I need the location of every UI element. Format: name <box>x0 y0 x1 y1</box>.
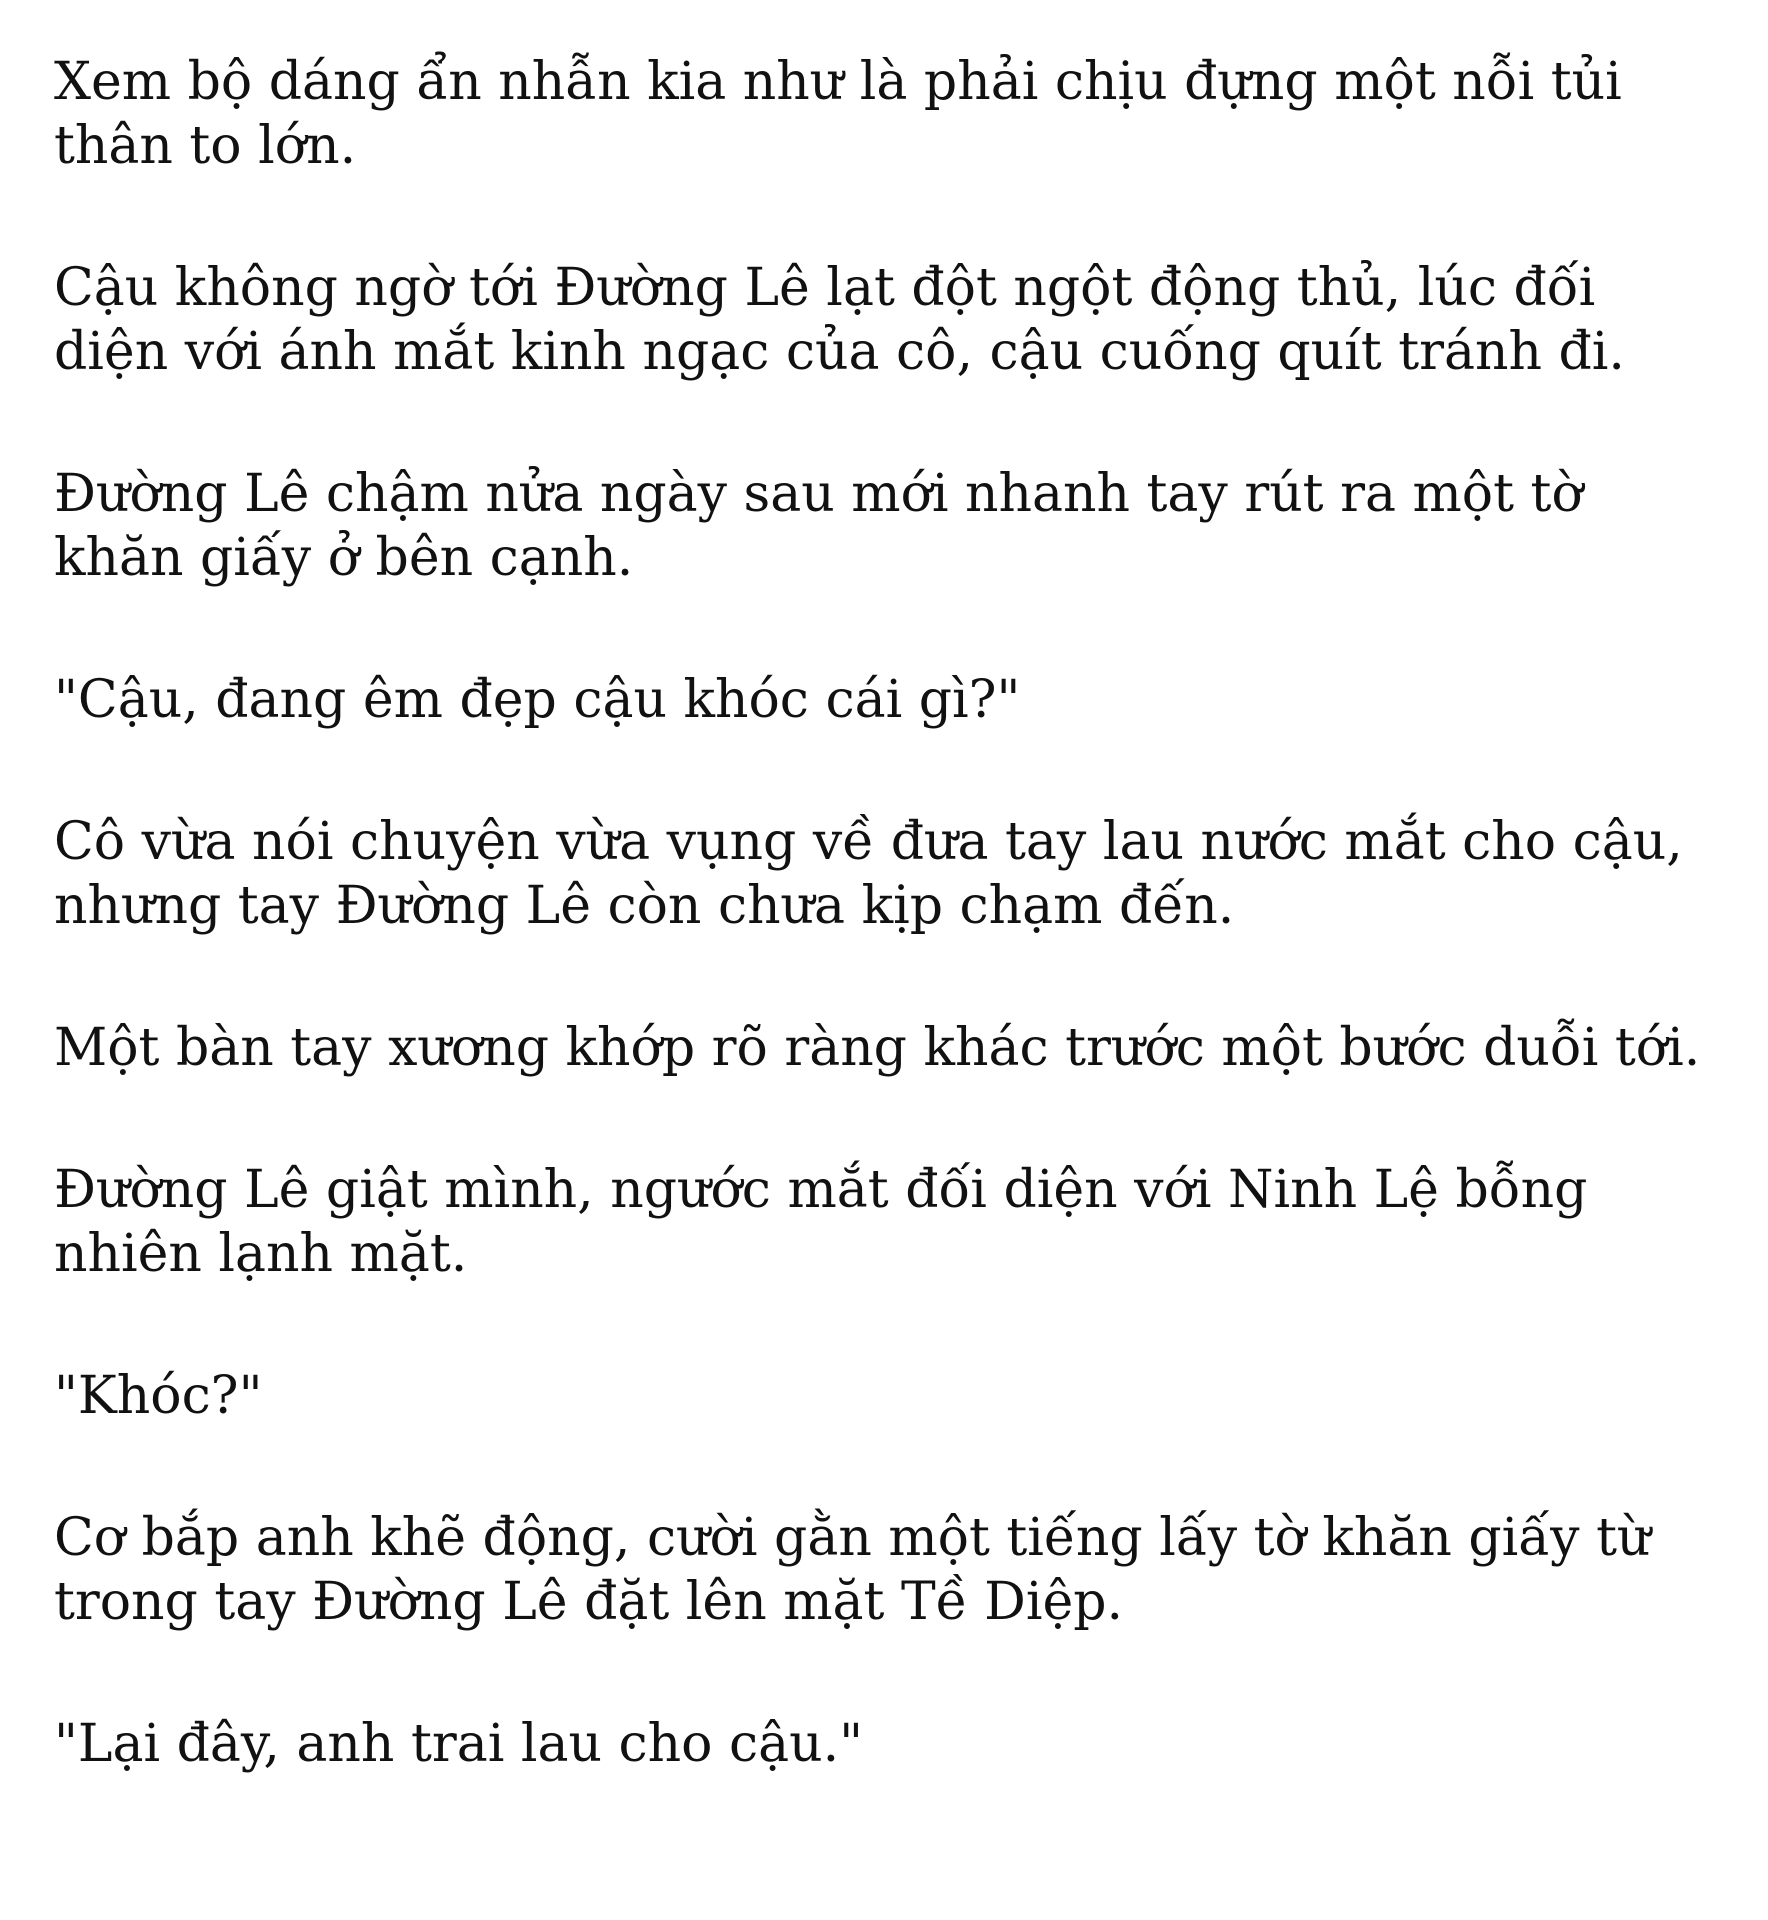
paragraph-6: Một bàn tay xương khớp rõ ràng khác trước một bước duỗi tới. <box>54 1018 1701 1078</box>
paragraph-1: Xem bộ dáng ẩn nhẫn kia như là phải chịu đựng một nỗi tủi thân to lớn. <box>54 52 1622 176</box>
paragraph-3: Đường Lê chậm nửa ngày sau mới nhanh tay rút ra một tờ khăn giấy ở bên cạnh. <box>54 464 1583 588</box>
paragraph-9: Cơ bắp anh khẽ động, cười gằn một tiếng lấy tờ khăn giấy từ trong tay Đường Lê đặt lên mặt Tề Diệp. <box>54 1508 1651 1632</box>
paragraph-10: "Lại đây, anh trai lau cho cậu." <box>54 1714 864 1774</box>
paragraph-5: Cô vừa nói chuyện vừa vụng về đưa tay lau nước mắt cho cậu, nhưng tay Đường Lê còn chưa kịp chạm đến. <box>54 812 1683 936</box>
paragraph-8: "Khóc?" <box>54 1366 263 1426</box>
document-body <box>54 50 1714 1854</box>
paragraph-4: "Cậu, đang êm đẹp cậu khóc cái gì?" <box>54 670 1021 730</box>
paragraph-2: Cậu không ngờ tới Đường Lê lạt đột ngột động thủ, lúc đối diện với ánh mắt kinh ngạc của cô, cậu cuống quít tránh đi. <box>54 258 1625 382</box>
paragraph-7: Đường Lê giật mình, ngước mắt đối diện với Ninh Lệ bỗng nhiên lạnh mặt. <box>54 1160 1588 1284</box>
